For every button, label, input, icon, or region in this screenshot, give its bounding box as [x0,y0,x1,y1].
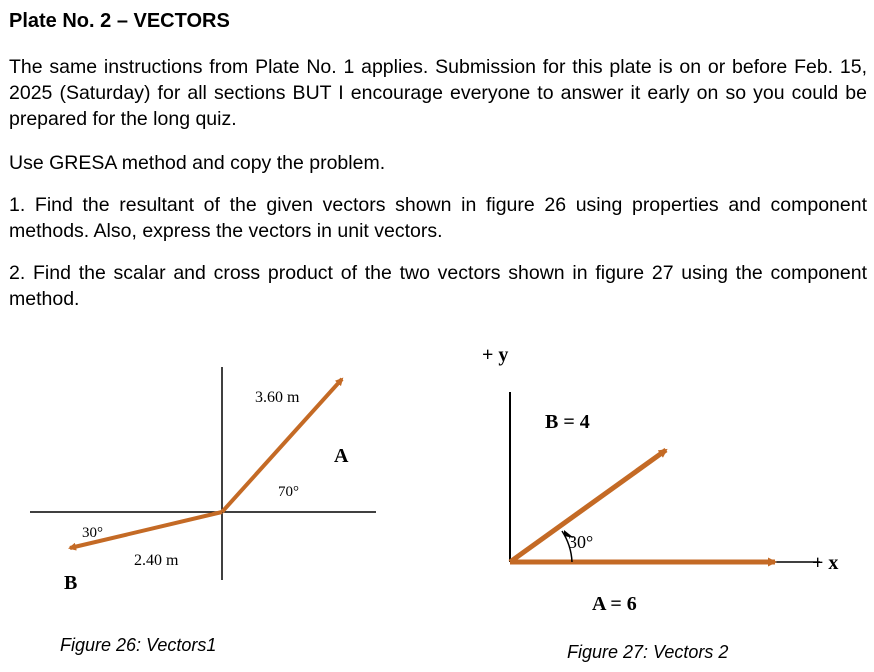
problem-1-paragraph: 1. Find the resultant of the given vectors shown in figure 26 using properties and component methods. Also, express the vectors in unit vectors. [9,194,867,242]
fig26-vector-a-angle: 70° [278,484,299,500]
figure-26-caption: Figure 26: Vectors1 [60,635,217,655]
fig27-vector-a-label: A = 6 [592,593,637,615]
fig26-vector-b-label: B [64,572,78,594]
fig26-vector-b-magnitude: 2.40 m [134,552,179,569]
plate-title: Plate No. 2 – VECTORS [9,10,230,32]
figure-27-caption: Figure 27: Vectors 2 [567,642,729,662]
fig27-x-axis-label: + x [812,552,839,574]
fig26-vector-a-label: A [334,445,349,467]
fig27-vector-b-label: B = 4 [545,411,590,433]
method-paragraph: Use GRESA method and copy the problem. [9,152,386,174]
figure-27-diagram [470,340,860,625]
fig27-y-axis-label: + y [482,344,509,366]
instructions-paragraph: The same instructions from Plate No. 1 applies. Submission for this plate is on or before Feb. 15, 2025 (Saturday) for all sections BUT I encourage everyone to answer it early on so you could be prepared for the long quiz. [9,56,867,130]
fig26-vector-b-angle: 30° [82,525,103,541]
fig26-vector-a-magnitude: 3.60 m [255,389,300,406]
problem-2-paragraph: 2. Find the scalar and cross product of the two vectors shown in figure 27 using the component method. [9,262,867,310]
figure-26-diagram [20,355,390,605]
fig27-vector-b-angle: 30° [568,532,594,552]
